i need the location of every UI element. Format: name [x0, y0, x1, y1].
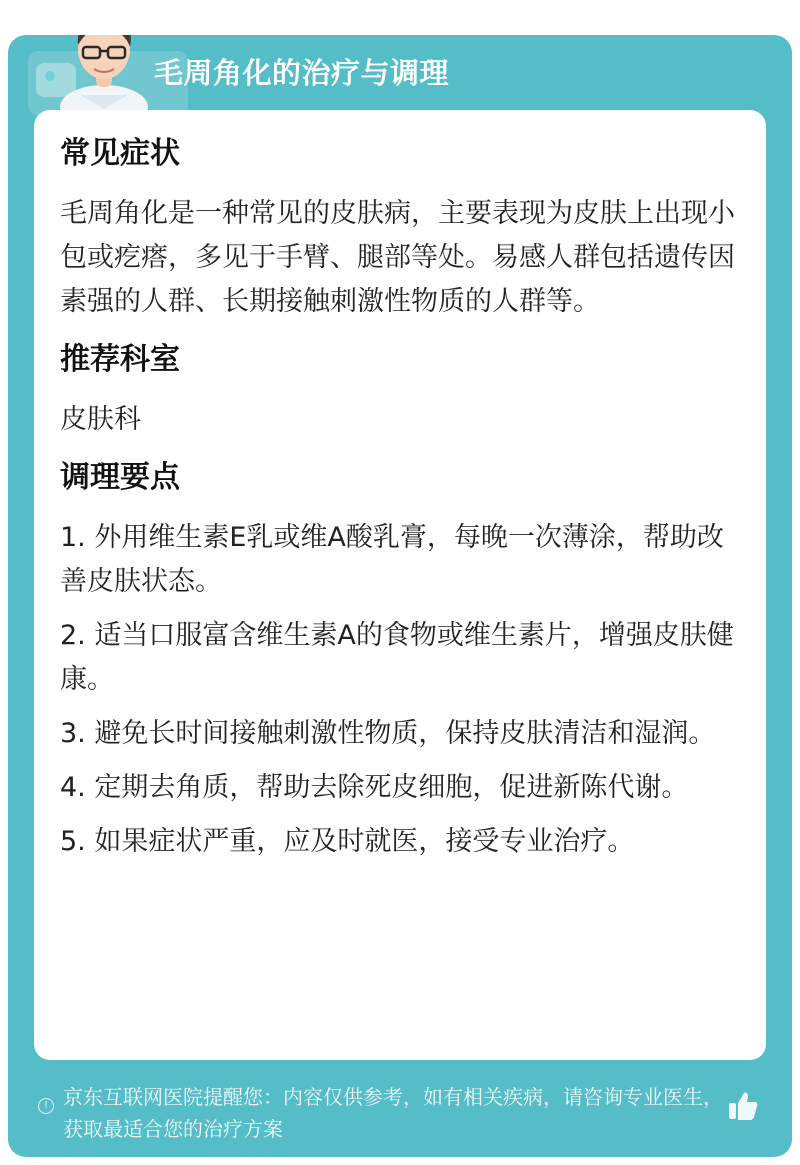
- care-item: 2. 适当口服富含维生素A的食物或维生素片，增强皮肤健康。: [60, 620, 734, 695]
- doctor-avatar: [50, 35, 158, 113]
- section-title-symptoms: 常见症状: [60, 136, 180, 171]
- care-item: 4. 定期去角质，帮助去除死皮细胞，促进新陈代谢。: [60, 772, 689, 803]
- article-frame: [8, 35, 792, 1157]
- disclaimer-footer: [8, 1075, 792, 1155]
- care-item: 3. 避免长时间接触刺激性物质，保持皮肤清洁和湿润。: [60, 718, 716, 749]
- content-body: [60, 134, 740, 874]
- symptoms-text: 毛周角化是一种常见的皮肤病，主要表现为皮肤上出现小包或疙瘩，多见于手臂、腿部等处。易感人群包括遗传因素强的人群、长期接触刺激性物质的人群等。: [60, 198, 735, 317]
- section-title-care: 调理要点: [60, 460, 180, 495]
- thumbs-up-icon[interactable]: [726, 1089, 760, 1123]
- content-card: [34, 110, 766, 1060]
- care-item: 5. 如果症状严重，应及时就医，接受专业治疗。: [60, 826, 635, 857]
- info-icon: !: [38, 1098, 54, 1114]
- page-title: 毛周角化的治疗与调理: [154, 56, 450, 90]
- section-title-department: 推荐科室: [60, 342, 180, 377]
- department-text: 皮肤科: [60, 404, 141, 435]
- disclaimer-text: 京东互联网医院提醒您：内容仅供参考，如有相关疾病，请咨询专业医生，获取最适合您的治疗方案: [63, 1085, 723, 1141]
- care-item: 1. 外用维生素E乳或维A酸乳膏，每晚一次薄涂，帮助改善皮肤状态。: [60, 522, 724, 597]
